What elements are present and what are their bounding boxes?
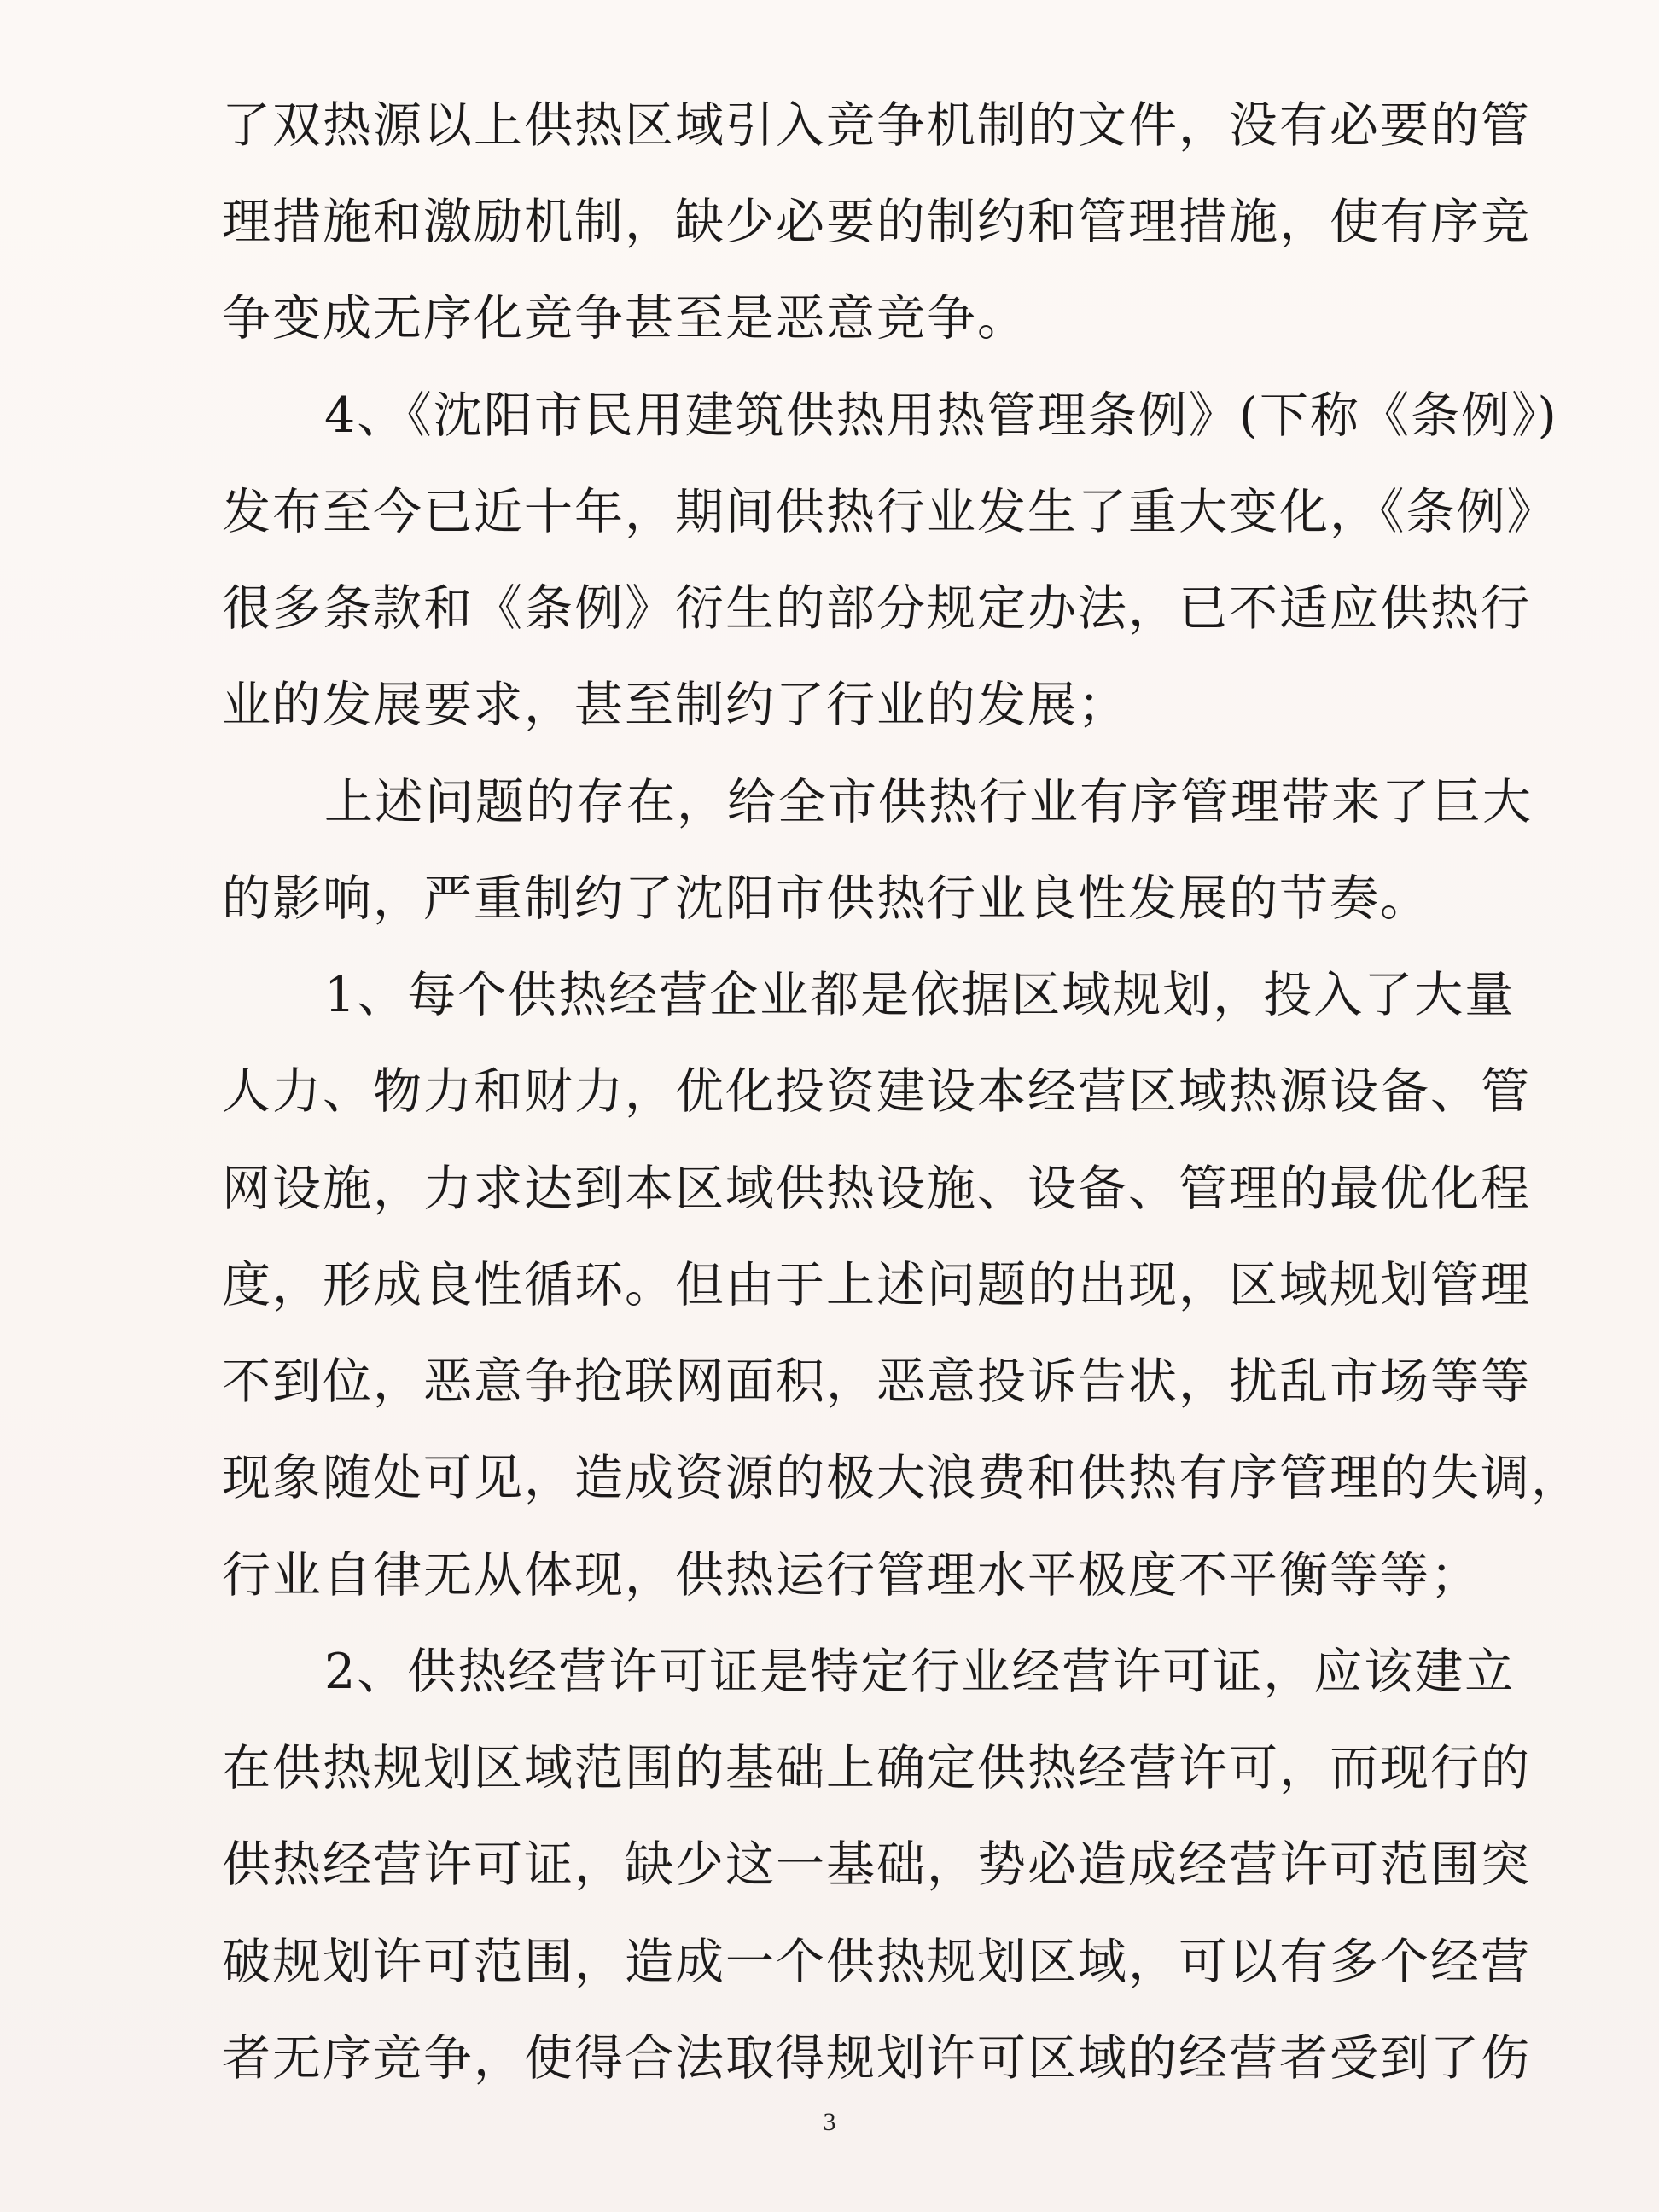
text-line: 行业自律无从体现，供热运行管理水平极度不平衡等等； (222, 1547, 1481, 1604)
text-line: 1、每个供热经营企业都是依据区域规划，投入了大量 (324, 967, 1516, 1023)
text-line: 在供热规划区域范围的基础上确定供热经营许可，而现行的 (222, 1740, 1531, 1796)
text-line: 业的发展要求，甚至制约了行业的发展； (222, 677, 1128, 733)
text-line: 发布至今已近十年，期间供热行业发生了重大变化，《条例》 (222, 484, 1557, 540)
text-line: 现象随处可见，造成资源的极大浪费和供热有序管理的失调， (222, 1450, 1581, 1506)
text-line: 了双热源以上供热区域引入竞争机制的文件，没有必要的管 (222, 97, 1531, 154)
text-line: 的影响，严重制约了沈阳市供热行业良性发展的节奏。 (222, 870, 1430, 927)
text-line: 破规划许可范围，造成一个供热规划区域，可以有多个经营 (222, 1934, 1531, 1990)
text-line: 2、供热经营许可证是特定行业经营许可证，应该建立 (324, 1644, 1516, 1700)
text-line: 不到位，恶意争抢联网面积，恶意投诉告状，扰乱市场等等 (222, 1353, 1531, 1410)
text-line: 者无序竞争，使得合法取得规划许可区域的经营者受到了伤 (222, 2030, 1531, 2087)
text-line: 网设施，力求达到本区域供热设施、设备、管理的最优化程 (222, 1161, 1531, 1217)
text-line: 4、《沈阳市民用建筑供热用热管理条例》(下称《条例》) (324, 387, 1558, 444)
page-number: 3 (823, 2108, 836, 2136)
text-line: 争变成无序化竞争甚至是恶意竞争。 (222, 290, 1027, 346)
text-line: 上述问题的存在，给全市供热行业有序管理带来了巨大 (324, 774, 1533, 830)
text-line: 理措施和激励机制，缺少必要的制约和管理措施，使有序竞 (222, 194, 1531, 250)
text-line: 供热经营许可证，缺少这一基础，势必造成经营许可范围突 (222, 1837, 1531, 1893)
text-line: 人力、物力和财力，优化投资建设本经营区域热源设备、管 (222, 1063, 1531, 1120)
text-line: 很多条款和《条例》衍生的部分规定办法，已不适应供热行 (222, 580, 1531, 637)
text-line: 度，形成良性循环。但由于上述问题的出现，区域规划管理 (222, 1257, 1531, 1313)
